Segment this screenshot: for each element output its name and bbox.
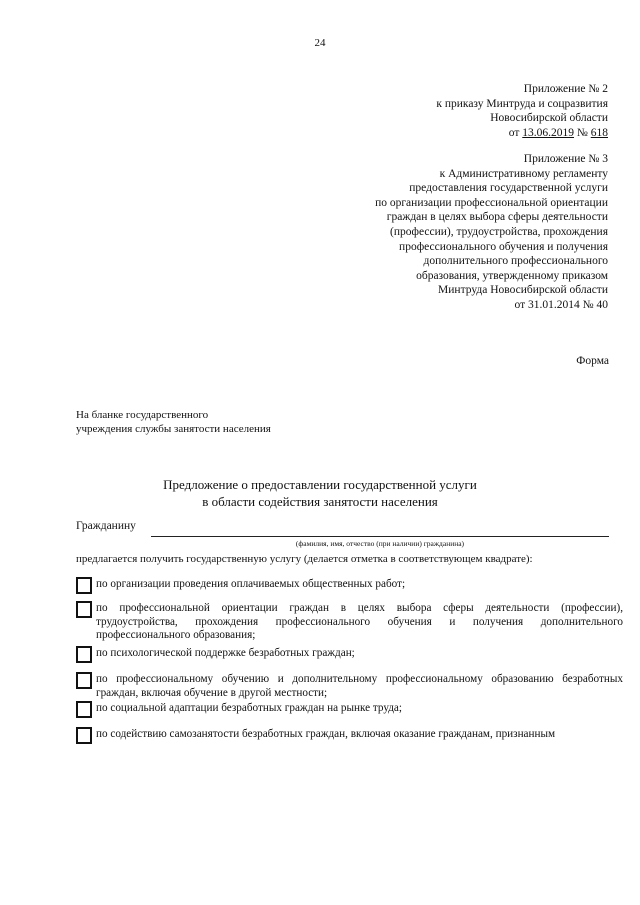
- appendix-3-line: дополнительного профессионального: [423, 255, 608, 268]
- document-title-line: Предложение о предоставлении государственной услуги: [163, 477, 477, 492]
- form-label: Форма: [576, 355, 609, 367]
- option-label: по социальной адаптации безработных граждан на рынке труда;: [96, 702, 402, 714]
- appendix-3-line: (профессии), трудоустройства, прохождения: [390, 225, 608, 238]
- document-title: [0, 476, 640, 510]
- option-label: по организации проведения оплачиваемых общественных работ;: [96, 578, 406, 590]
- appendix-3-line: граждан в целях выбора сферы деятельности: [386, 211, 608, 224]
- option-label: по профессиональной ориентации граждан в целях выбора сферы деятельности (профессии), трудоустройства, прохождения профессионального обучения и получения дополнительного профессионального образования;: [96, 602, 623, 642]
- appendix-3-line: профессионального обучения и получения: [399, 240, 608, 253]
- appendix-3-line: к Административному регламенту: [439, 167, 608, 180]
- appendix-2-line: к приказу Минтруда и соцразвития: [436, 97, 608, 110]
- appendix-3-line: Минтруда Новосибирской области: [438, 284, 608, 297]
- order-date: 13.06.2019: [522, 126, 575, 139]
- option-checkbox[interactable]: [76, 577, 92, 594]
- order-number: 618: [590, 126, 608, 139]
- option-label: по содействию самозанятости безработных граждан, включая оказание гражданам, признанным: [96, 728, 556, 740]
- citizen-name-field[interactable]: [151, 536, 609, 537]
- appendix-2-title: Приложение № 2: [523, 83, 608, 95]
- appendix-2-line: Новосибирской области: [490, 112, 608, 125]
- option-label: по психологической поддержке безработных граждан;: [96, 647, 355, 659]
- appendix-2-date-line: [436, 126, 608, 141]
- appendix-3-line: от 31.01.2014 № 40: [514, 298, 608, 311]
- number-prefix: №: [574, 126, 591, 139]
- appendix-3-line: предоставления государственной услуги: [409, 182, 608, 195]
- option-checkbox[interactable]: [76, 701, 92, 718]
- letterhead-line: учреждения службы занятости населения: [76, 423, 271, 435]
- option-label: по профессиональному обучению и дополнительному профессиональному образованию безработных граждан, включая обучение в другой местности;: [96, 673, 623, 699]
- option-checkbox[interactable]: [76, 672, 92, 689]
- date-prefix: от: [508, 126, 523, 139]
- option-checkbox[interactable]: [76, 727, 92, 744]
- appendix-3-block: [375, 152, 608, 313]
- offer-text: предлагается получить государственную услугу (делается отметка в соответствующем квадрате):: [76, 553, 533, 565]
- letterhead-line: На бланке государственного: [76, 409, 209, 421]
- appendix-3-line: образования, утвержденному приказом: [416, 269, 608, 282]
- appendix-2-block: [436, 82, 608, 140]
- document-title-line: в области содействия занятости населения: [202, 494, 438, 509]
- citizen-name-hint: (фамилия, имя, отчество (при наличии) гражданина): [295, 539, 465, 548]
- citizen-label: Гражданину: [76, 520, 136, 532]
- option-checkbox[interactable]: [76, 646, 92, 663]
- letterhead-note: [76, 408, 271, 436]
- appendix-3-line: по организации профессиональной ориентации: [375, 196, 608, 209]
- option-checkbox[interactable]: [76, 601, 92, 618]
- page-number: 24: [314, 37, 326, 49]
- appendix-3-line: Приложение № 3: [523, 153, 608, 165]
